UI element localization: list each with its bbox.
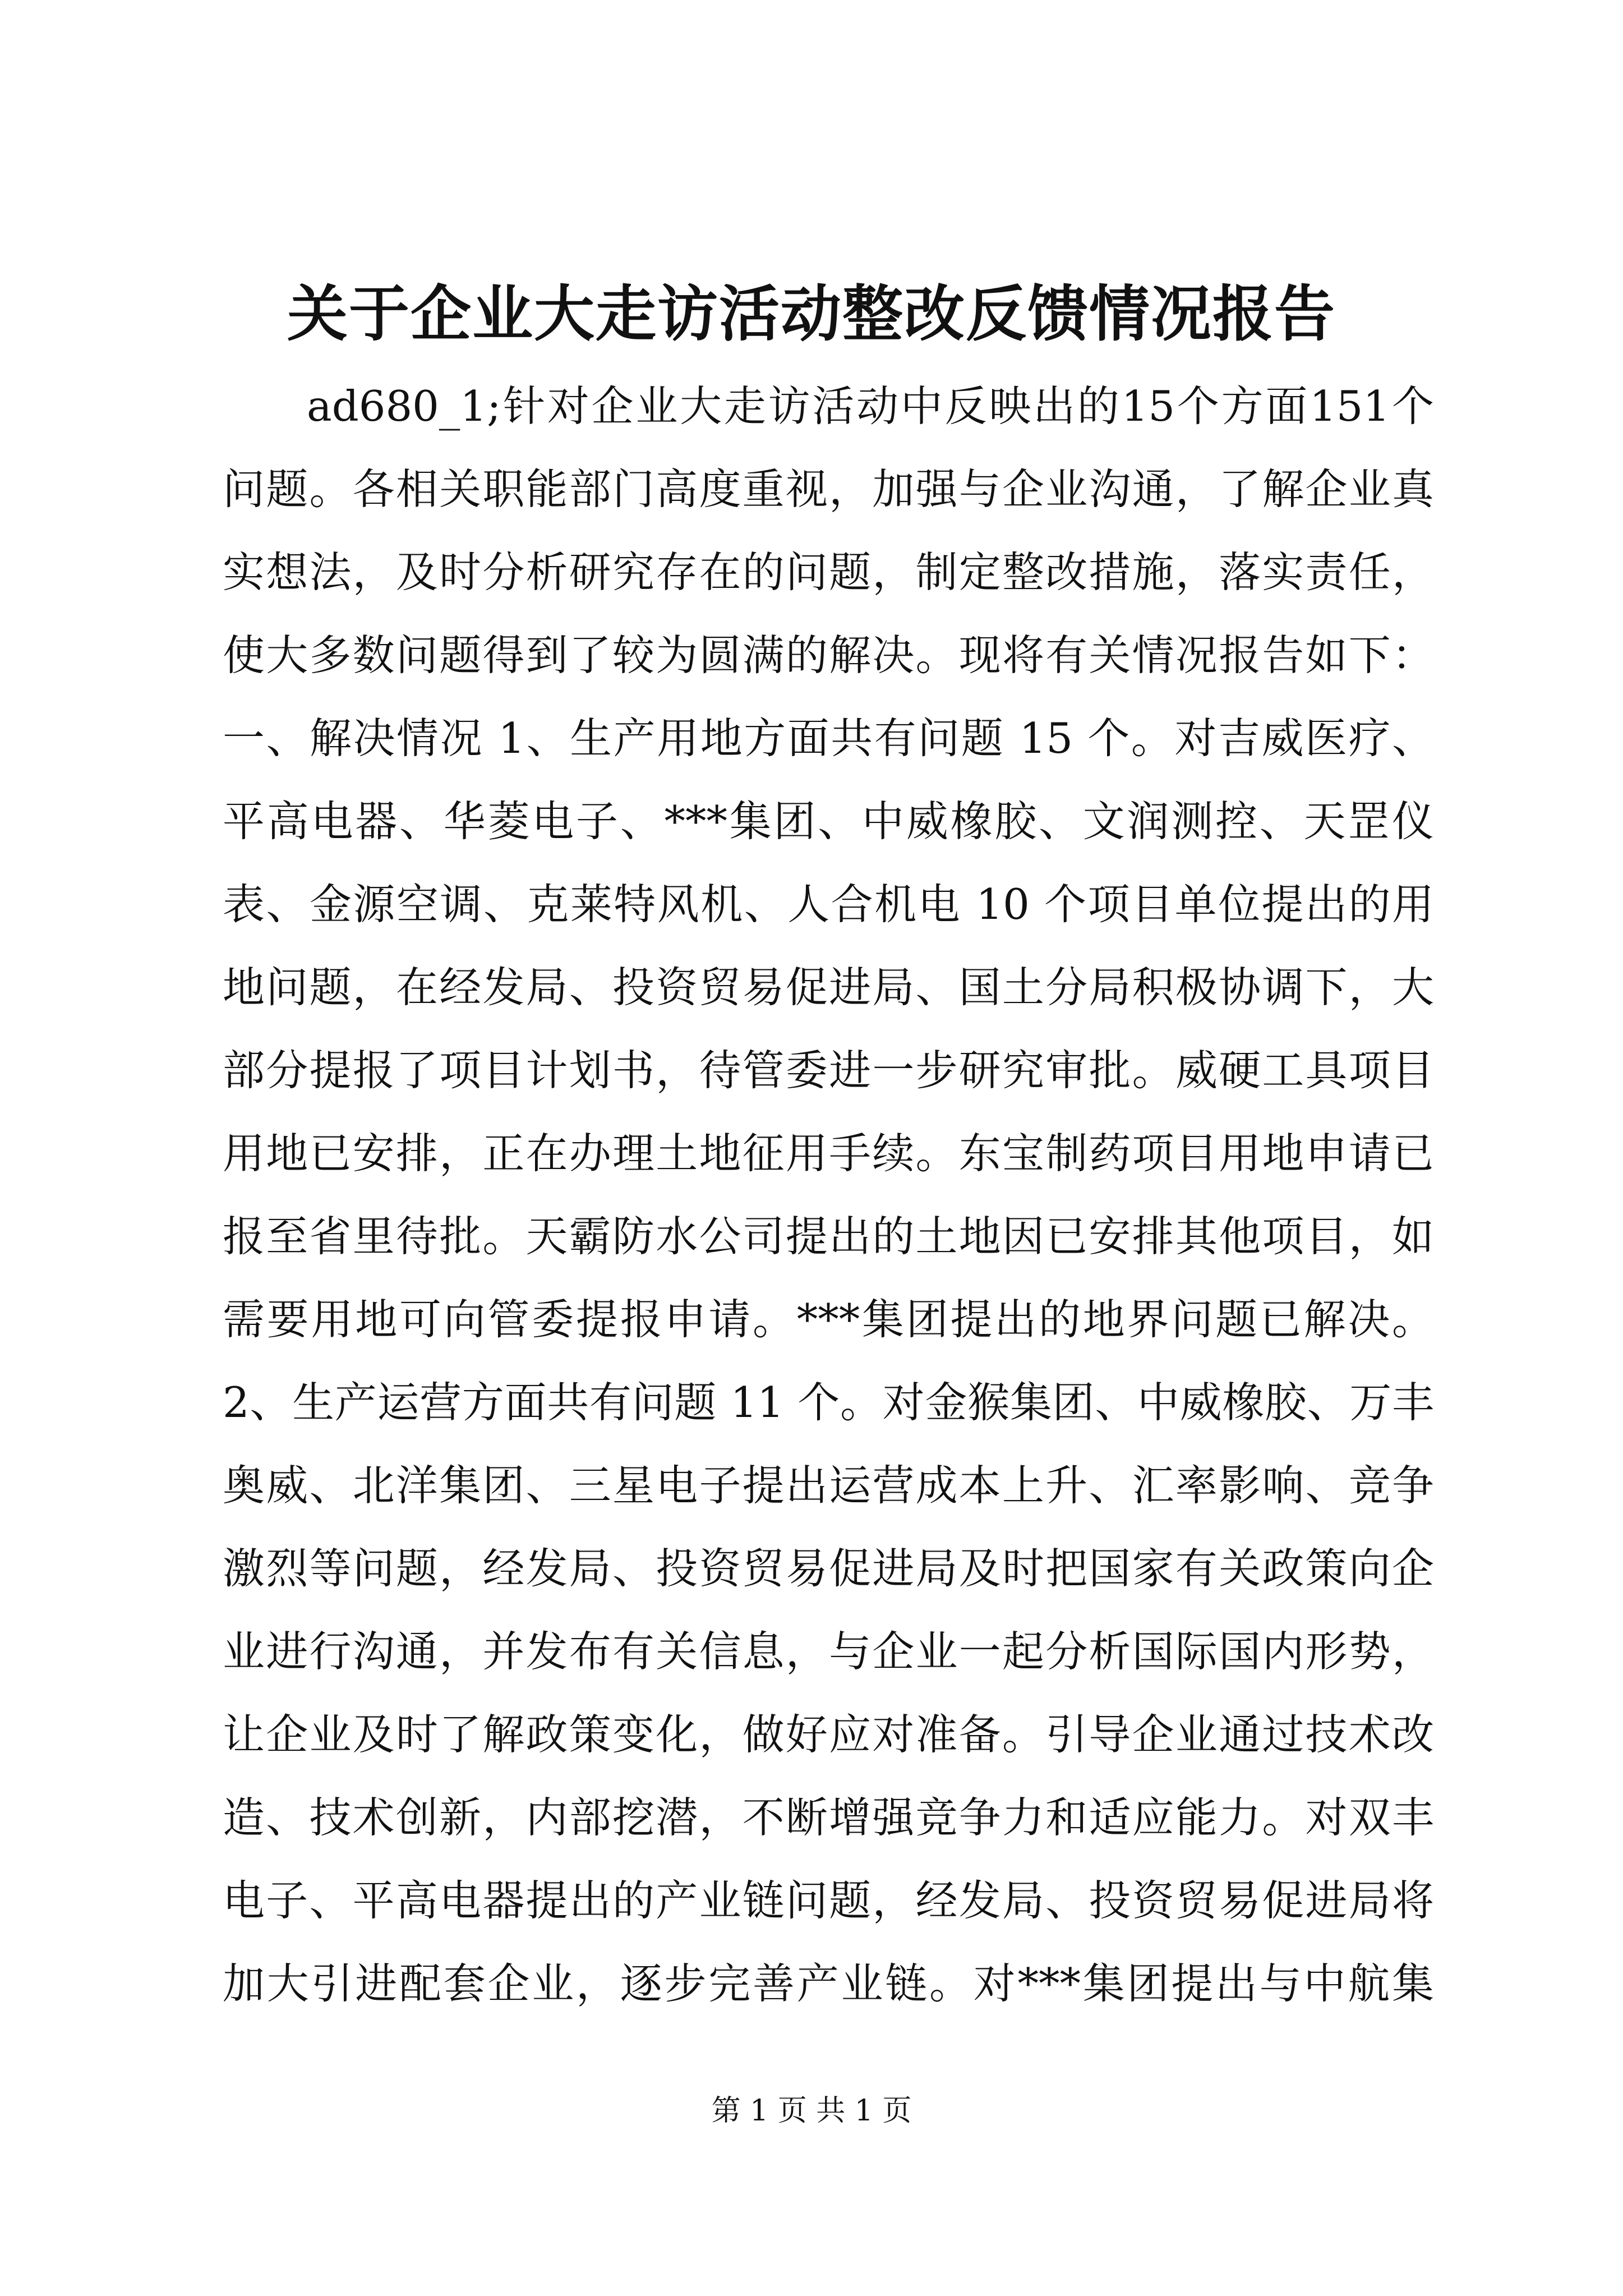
body-line: 需要用地可向管委提报申请。***集团提出的地界问题已解决。 (223, 1295, 1434, 1344)
body-line: 奥威、北洋集团、三星电子提出运营成本上升、汇率影响、竞争 (223, 1461, 1434, 1510)
body-line: 2、生产运营方面共有问题 11 个。对金猴集团、中威橡胶、万丰 (223, 1378, 1434, 1427)
body-line: 让企业及时了解政策变化，做好应对准备。引导企业通过技术改 (223, 1710, 1434, 1759)
body-line: 电子、平高电器提出的产业链问题，经发局、投资贸易促进局将 (223, 1876, 1434, 1925)
page-number-footer: 第 1 页 共 1 页 (711, 2094, 912, 2128)
body-line: 报至省里待批。天霸防水公司提出的土地因已安排其他项目，如 (223, 1212, 1434, 1261)
body-line: 用地已安排，正在办理土地征用手续。东宝制药项目用地申请已 (223, 1129, 1434, 1178)
body-line: ad680_1;针对企业大走访活动中反映出的15个方面151个 (307, 381, 1434, 431)
body-line: 实想法，及时分析研究存在的问题，制定整改措施，落实责任， (223, 547, 1434, 597)
body-line: 问题。各相关职能部门高度重视，加强与企业沟通，了解企业真 (223, 464, 1434, 514)
body-line: 造、技术创新，内部挖潜，不断增强竞争力和适应能力。对双丰 (223, 1793, 1434, 1842)
document-title: 关于企业大走访活动整改反馈情况报告 (287, 279, 1336, 349)
body-line: 表、金源空调、克莱特风机、人合机电 10 个项目单位提出的用 (223, 880, 1434, 929)
body-line: 地问题，在经发局、投资贸易促进局、国土分局积极协调下，大 (223, 963, 1434, 1012)
body-line: 使大多数问题得到了较为圆满的解决。现将有关情况报告如下： (223, 631, 1434, 680)
body-line: 业进行沟通，并发布有关信息，与企业一起分析国际国内形势， (223, 1627, 1434, 1676)
body-line: 部分提报了项目计划书，待管委进一步研究审批。威硬工具项目 (223, 1046, 1434, 1095)
body-line: 加大引进配套企业，逐步完善产业链。对***集团提出与中航集 (223, 1959, 1434, 2008)
body-line: 激烈等问题，经发局、投资贸易促进局及时把国家有关政策向企 (223, 1544, 1434, 1593)
body-line: 一、解决情况 1、生产用地方面共有问题 15 个。对吉威医疗、 (223, 714, 1434, 763)
body-line: 平高电器、华菱电子、***集团、中威橡胶、文润测控、天罡仪 (223, 797, 1434, 846)
document-body (223, 365, 1434, 2025)
